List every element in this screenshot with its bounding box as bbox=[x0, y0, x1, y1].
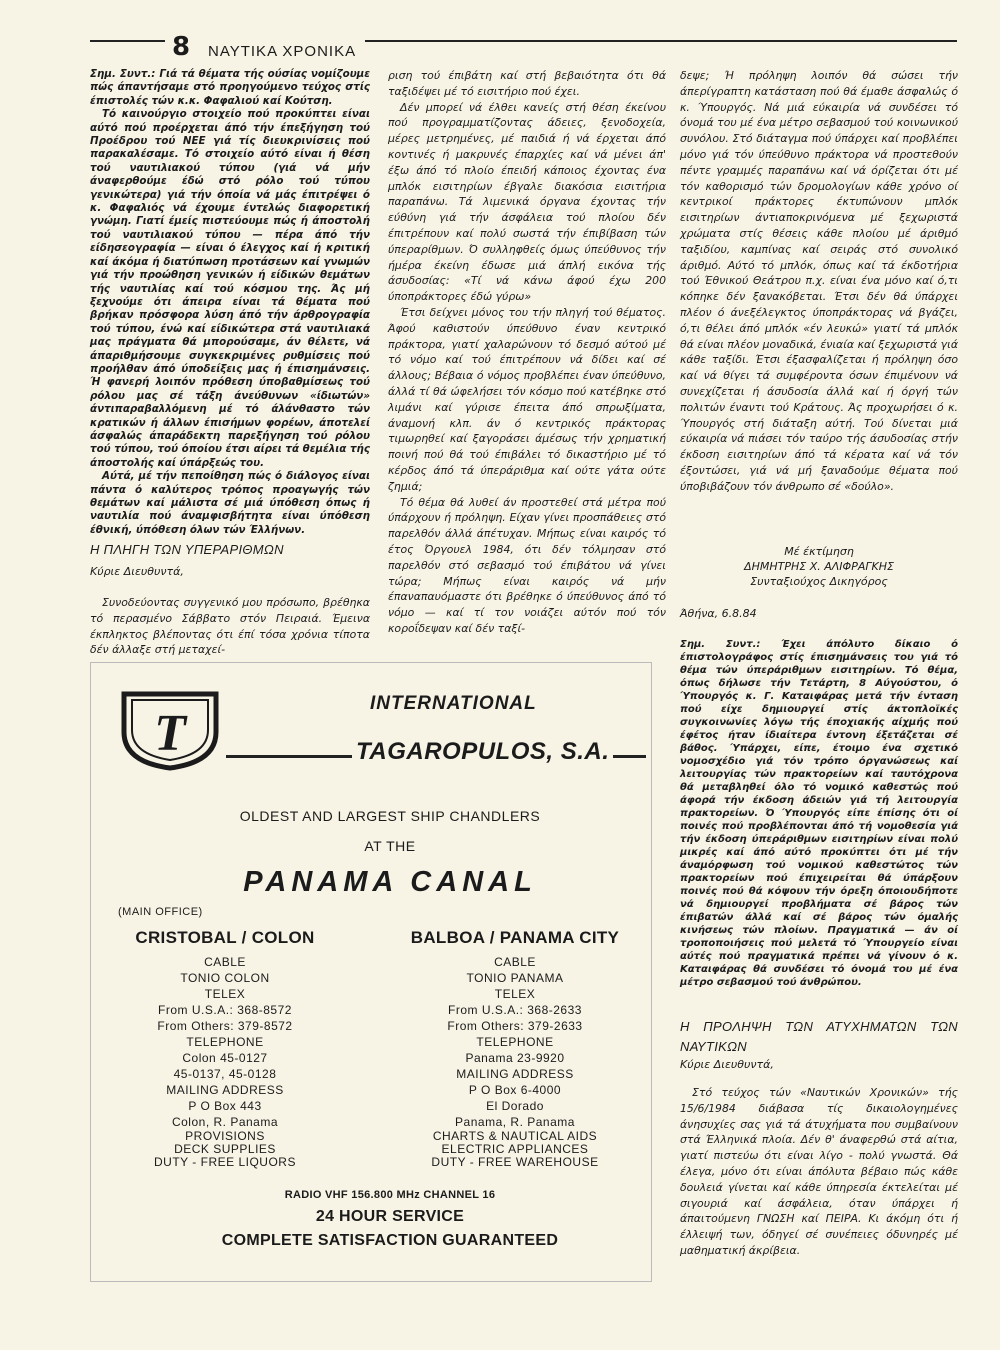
office-line: CABLE bbox=[494, 955, 536, 969]
paragraph-text: Έτσι δείχνει μόνος του τήν πληγή τού θέματος. Άφού καθιστούν ύπεύθυνο έναν κεντρικό πράκτορα, γιατί χαλαρώνουν τό δεσμό αύτού μέ τό νόμο καί τού έπιτρέπουν νά δίδει καί σέ άλλους; Βέβαια ό νόμος προβλέπει έναν ύπεύθυνο, άλλά τί θά ώφελήσει τόν κόσμο πού κατέβηκε στό λιμάνι καί γύρισε έπειτα άπό σπρωξίματα, άναμονή κλπ. άν ό κεντρικός πράκτορας τιμωρηθεί καί ξαγοράσει άμέσως τήν χρηματική ποινή πού θά τού έπιβάλει τό δικαστήριο μέ τό κέρδος άπό τά ύπεράριθμα καί ούτε γάτα ούτε ζημιά; bbox=[388, 305, 666, 493]
office-line: From U.S.A.: 368-2633 bbox=[448, 1003, 582, 1017]
salutation: Κύριε Διευθυντά, bbox=[90, 565, 184, 578]
office-line: Panama, R. Panama bbox=[455, 1115, 575, 1129]
place-date: Άθήνα, 6.8.84 bbox=[680, 607, 757, 620]
ad-main-office: (MAIN OFFICE) bbox=[118, 906, 203, 918]
paragraph-text: Στό τεύχος τών «Ναυτικών Χρονικών» τής 15/6/1984 διάβασα τίς δικαιολογημένες άνησυχίες σας γιά τά άτυχήματα που συμβαίνουν στά Έλληνικά πλοία. Δέν θ' άναφερθώ στά αίτια, γιατί πιστεύω ότι είναι λίγο - πολύ γνωστά. Θά έλεγα, μόνο ότι είναι άπόλυτα βέβαιο πώς κάθε δουλειά γίνεται καί κάθε ύπηρεσία έκτελείται μέ σιγουριά καί άσφάλεια, όταν ύπάρχει ή άπαιτούμενη ΓΝΩΣΗ καί ΠΕΙΡΑ. Κι άκόμη ότι ή έλλειψή των, όδηγεί σέ συνέπειες όδυνηρές μέ μαθηματική άκρίβεια. bbox=[680, 1086, 958, 1257]
office-line: CHARTS & NAUTICAL AIDS bbox=[432, 1129, 598, 1143]
note-paragraph: Σημ. Συντ.: Γιά τά θέματα τής ούσίας νομίζουμε πώς άπαντήσαμε στό προηγούμενο τεύχος στίς έπιστολές τών κ.κ. Φαφαλιού καί Κούτση. bbox=[90, 68, 370, 107]
note-paragraph: Τό καινούργιο στοιχείο πού προκύπτει είναι αύτό πού προέρχεται άπό τήν έπεξήγηση τού Προέδρου τού ΝΕΕ γιά τίς διευκρινίσεις πού παρακαλέσαμε. Τό στοιχείο αύτό είναι ή θέση τού ναυτιλιακού τύπου (γιά νά μήν άναφερθούμε έδώ στό ρόλο τού τύπου γενικώτερα) γιά τήν όποία νά μάς έπιτρέψει ό κ. Φαφαλιός νά έχουμε έντελώς διαφορετική γνώμη. Γιατί έμείς πιστεύουμε πώς ή άποστολή τού ναυτιλιακού τύπου — πέρα άπό τήν είδησεογραφία — είναι ό έλεγχος καί ή κριτική καί άκόμα ή διατύπωση προτάσεων καί γνωμών γιά τήν προώθηση γενικών ή είδικών θεμάτων τής ναυτιλίας καί τού κόσμου της. Άς μή ξεχνούμε ότι άπειρα είναι τά θέματα πού βρήκαν πρόσφορα λύση άπό τήν άρθρογραφία τού τύπου, ένώ καί είδικώτερα στά ναυτιλιακά μας πράγματα θά μπορούσαμε, άν θέλετε, νά άπαριθμήσουμε συγκεκριμένες ρυθμίσεις πού προήλθαν άπό ύποδείξεις μας ή έπισημάνσεις. Ή φανερή λοιπόν πρόθεση ύποβαθμίσεως τού ρόλου μας σέ τάξη άνεύθυνων «ίδιωτών» άντιπαραβαλλόμενη μέ τό άλάνθαστο τών κρατικών ή άλλων έπισήμων φορέων, άποτελεί άσφαλώς άπαράδεκτη παρεξήγηση τού ρόλου τού τύπου, τού όποίου έτσι αίρει τά θεμέλια τής άποστολής καί ύπάρξεώς του. bbox=[90, 108, 370, 469]
header-rule bbox=[90, 40, 165, 42]
office-line: Panama 23-9920 bbox=[465, 1051, 565, 1065]
signature-title: Συνταξιούχος Δικηγόρος bbox=[750, 575, 888, 588]
office-line: TONIO PANAMA bbox=[466, 971, 564, 985]
office-line: DUTY - FREE LIQUORS bbox=[154, 1155, 296, 1169]
ad-office-left bbox=[110, 928, 340, 1169]
office-line: P O Box 6-4000 bbox=[468, 1083, 562, 1097]
editor-note bbox=[90, 68, 370, 537]
ad-guarantee: COMPLETE SATISFACTION GUARANTEED bbox=[221, 1232, 559, 1249]
paragraph-text: ριση τού έπιβάτη καί στή βεβαιότητα ότι θά ταξιδέψει μέ τό εισιτήριο πού έχει. bbox=[388, 69, 666, 98]
company-logo bbox=[118, 688, 222, 772]
ad-company-name: TAGAROPULOS, S.A. bbox=[352, 738, 613, 766]
article-paragraph bbox=[680, 1085, 958, 1259]
paragraph-text: Συνοδεύοντας συγγενικό μου πρόσωπο, βρέθηκα τό περασμένο Σάββατο στόν Πειραιά. Έμεινα έκπληκτος βλέποντας ότι έπί τόσα χρόνια τίποτα δέν άλλαξε στή μεταχεί- bbox=[90, 596, 370, 657]
office-line: From Others: 379-8572 bbox=[157, 1019, 293, 1033]
ad-panama-canal: PANAMA CANAL bbox=[243, 866, 537, 898]
office-city: CRISTOBAL / COLON bbox=[135, 928, 315, 947]
article-heading: Η ΠΛΗΓΗ ΤΩΝ ΥΠΕΡΑΡΙΘΜΩΝ bbox=[90, 542, 284, 557]
office-line: TELEX bbox=[494, 987, 536, 1001]
column-1 bbox=[90, 68, 370, 537]
office-line: From Others: 379-2633 bbox=[447, 1019, 583, 1033]
office-line: TONIO COLON bbox=[180, 971, 270, 985]
office-line: DUTY - FREE WAREHOUSE bbox=[431, 1155, 599, 1169]
paragraph-text: Δέν μπορεί νά έλθει κανείς στή θέση έκείνου πού προγραμματίζοντας άδειες, ξενοδοχεία, μέρες μετρημένες, μέ παιδιά ή νά έρχεται άπό κοντινές ή μακρυνές έπαρχίες καί νά μένει άπ' έξω άπό τό πλοίο έπειδή κάποιος έχοντας ένα μπλόκ εισιτηρίων έβγαλε διακόσια εισιτήρια παραπάνω. Τά λιμενικά όργανα έχοντας τήν εύθύνη γιά τήν άσφάλεια τού πλοίου δέν έπιτρέπουν καί πολύ σωστά τήν έπιβίβαση τών ύπεραρίθμων. Ό συλληφθείς όμως ύπεύθυνος τήν ήμέρα έκείνη έδωσε μιά άπλή εικόνα τής άσυδοσίας: «Τί νά κάνω άφού έχω 200 ύποπράκτορες έδώ γύρω» bbox=[388, 100, 666, 304]
editor-note bbox=[680, 638, 958, 989]
office-line: TELEPHONE bbox=[476, 1035, 554, 1049]
office-line: El Dorado bbox=[486, 1099, 544, 1113]
column-3 bbox=[680, 68, 958, 495]
signature-closing: Μέ έκτίμηση bbox=[784, 545, 854, 558]
article-paragraph bbox=[90, 595, 370, 658]
office-city: BALBOA / PANAMA CITY bbox=[410, 928, 620, 947]
paragraph-text: Τό θέμα θά λυθεί άν προστεθεί στά μέτρα πού ύπάρχουν ή πρόληψη. Είχαν γίνει προσπάθειες στό παρελθόν άλλά άπέτυχαν. Μήπως είναι καιρός τό έτος Όργουελ 1984, ότι δέν τόλμησαν στό παρελθόν στό σεβασμό τού έπιβάτου νά γίνει τώρα; Μήπως είναι καιρός νά μήν έπαναπαυόμαστε ότι βρέθηκε ό ύπεύθυνος άπό τό νόμο — καί τί τον νοιάζει αύτόν πού τόν κοροΐδεψαν καί δέν ταξί- bbox=[388, 495, 666, 635]
office-line: MAILING ADDRESS bbox=[456, 1067, 574, 1081]
column-2 bbox=[388, 68, 666, 637]
office-line: TELEX bbox=[204, 987, 246, 1001]
page-number: 8 bbox=[172, 32, 191, 62]
ad-international: INTERNATIONAL bbox=[370, 693, 537, 714]
office-line: Colon 45-0127 bbox=[182, 1051, 268, 1065]
paragraph-text: δεψε; Ή πρόληψη λοιπόν θά σώσει τήν άπερίγραπτη κατάσταση πού θά έμαθε άσφαλώς ό κ. Ύπουργός. Νά μιά εύκαιρία νά συνδέσει τό όνομά του μέ ένα μέτρο σεβασμού τού κοινωνικού συνόλου. Στό διάταγμα πού ύπάρχει καί προβλέπει μόνο γιά τόν ύπεύθυνο πράκτορα νά προστεθούν πέντε γραμμές παραπάνω καί νά όρίζεται ότι μέ τόν καθορισμό τών δρομολογίων κάθε χρόνο οί κεντρικοί πράκτορες έκτυπώνουν μπλόκ εισιτηρίων άντιαποκρινόμενα μέ ξεχωριστά χρώματα στίς θέσεις κάθε πλοίου μέ άριθμό ταξιδίου, καμπίνας καί σειράς στό συνολικό άριθμό. Αύτό τό μπλόκ, όπως καί τά έκδοτήρια τού Έθνικού Θεάτρου π.χ. είναι ένα μόνο καί ό,τι κόπηκε δέν ξανακόβεται. Έτσι δέν θά ύπάρχει πλέον ό άνεξέλεγκτος ύποπράκτορας νά βγάζει, ό,τι θέλει άπό μπλόκ «έν λευκώ» γιατί τά μπλόκ θά είναι πλέον μοναδικά, ένιαία καί ξεχωριστά γιά κάθε ταξίδι. Έτσι έξασφαλίζεται ή πρόληψη όσο καί νά θίγει τά συμφέροντα όσων έπιμένουν νά συνεχίζεται ή άσυδοσία άλλά καί ή όργή τών πολιτών έναντι τού Κράτους. Άς προχωρήσει ό κ. Ύπουργός στή διάταξη αύτή. Τού δίνεται μιά εύκαιρία νά πιάσει τόν ταύρο τής άσυδοσίας στήν έκδοση εισιτηρίων άπό τά κέρατα καί νά τόν έξοντώσει, γιά νά μή ξαναδούμε θέματα πού ύποβιβάζουν τόν άνθρωπο σέ «δούλο». bbox=[680, 69, 958, 493]
office-line: ELECTRIC APPLIANCES bbox=[441, 1142, 589, 1156]
note-paragraph: Σημ. Συντ.: Έχει άπόλυτο δίκαιο ό έπιστολογράφος στίς έπισημάνσεις του γιά τό θέμα τών ύπεράριθμων εισιτηρίων. Τό θέμα, όπως δήλωσε τήν Τετάρτη, 8 Αύγούστου, ό Ύπουργός κ. Γ. Καταιφάρας μετά τήν ένταση πού είχε δημιουργεί στίς άκτοπλοϊκές συγκοινωνίες λόγω τής έποχιακής αίχμής πού έφέτος ήταν ίδιαίτερα έντονη έξετάζεται σέ βάθος. Ύπάρχει, είπε, έτοιμο ένα σχετικό νομοσχέδιο γιά τόν τρόπο όργανώσεως καί λειτουργίας τών πρακτορείων καί ταυτόχρονα θά μεταβληθεί όλο τό νομικό καθεστώς πού άφορά τήν έκδοση άδειών γιά τή λειτουργία πρακτορείων. Ό Ύπουργός είπε έπίσης ότι οί ποινές πού προβλέπονται άπό τή νομοθεσία γιά τήν έκδοση ύπεράριθμων εισιτηρίων είναι πολύ μικρές καί άπό αύτό προκύπτει ότι μέ τήν άναμόρφωση τού νομικού καθεστώτος τών πρακτορείων πού έπιχειρείται θά ύπάρξουν ποινές πού θά κόψουν τήν όρεξη όποιουδήποτε νά δημιουργεί προβλήματα σέ βάρος τών έπιβατών άλλά καί σέ βάρος τών όμαλής κινήσεως τών πλοίων. Πραγματικά — άν οί τροποποιήσεις πού μελετά τό Ύπουργείο είναι αύτές πού πραγματικά πρέπει νά γίνουν ό κ. Καταιφάρας θά συνδέσει τό όνομά του μέ ένα μέτρο σεβασμού τού άνθρώπου. bbox=[680, 639, 958, 988]
office-line: DECK SUPPLIES bbox=[174, 1142, 276, 1156]
office-line: From U.S.A.: 368-8572 bbox=[158, 1003, 292, 1017]
salutation: Κύριε Διευθυντά, bbox=[680, 1058, 774, 1071]
office-line: Colon, R. Panama bbox=[171, 1115, 279, 1129]
office-line: PROVISIONS bbox=[185, 1129, 265, 1143]
article-heading: Η ΠΡΟΛΗΨΗ ΤΩΝ ΑΤΥΧΗΜΑΤΩΝ ΤΩΝ ΝΑΥΤΙΚΩΝ bbox=[680, 1019, 958, 1054]
header-rule bbox=[365, 40, 957, 42]
office-line: TELEPHONE bbox=[186, 1035, 264, 1049]
ad-service: 24 HOUR SERVICE bbox=[315, 1208, 465, 1225]
signature-block bbox=[680, 544, 958, 589]
office-line: 45-0137, 45-0128 bbox=[173, 1067, 277, 1081]
office-line: MAILING ADDRESS bbox=[166, 1083, 284, 1097]
ad-office-right bbox=[390, 928, 640, 1169]
ad-radio: RADIO VHF 156.800 MHz CHANNEL 16 bbox=[284, 1189, 496, 1201]
note-paragraph: Αύτά, μέ τήν πεποίθηση πώς ό διάλογος είναι πάντα ό καλύτερος τρόπος προαγωγής τών θεμάτων καί μάλιστα σέ μιά ύπόθεση όπως ή ναυτιλία πού άναμφισβήτητα είναι ύπόθεση έθνική, ύπόθεση όλων τών Έλλήνων. bbox=[90, 470, 370, 536]
office-line: CABLE bbox=[204, 955, 246, 969]
office-line: P O Box 443 bbox=[188, 1099, 262, 1113]
signature-name: ΔΗΜΗΤΡΗΣ Χ. ΑΛΙΦΡΑΓΚΗΣ bbox=[744, 560, 894, 573]
ad-at-the: AT THE bbox=[364, 838, 416, 854]
journal-name: ΝΑΥΤΙΚΑ ΧΡΟΝΙΚΑ bbox=[208, 43, 357, 60]
logo-letter: T bbox=[154, 705, 186, 762]
ad-tagline: OLDEST AND LARGEST SHIP CHANDLERS bbox=[239, 808, 541, 824]
